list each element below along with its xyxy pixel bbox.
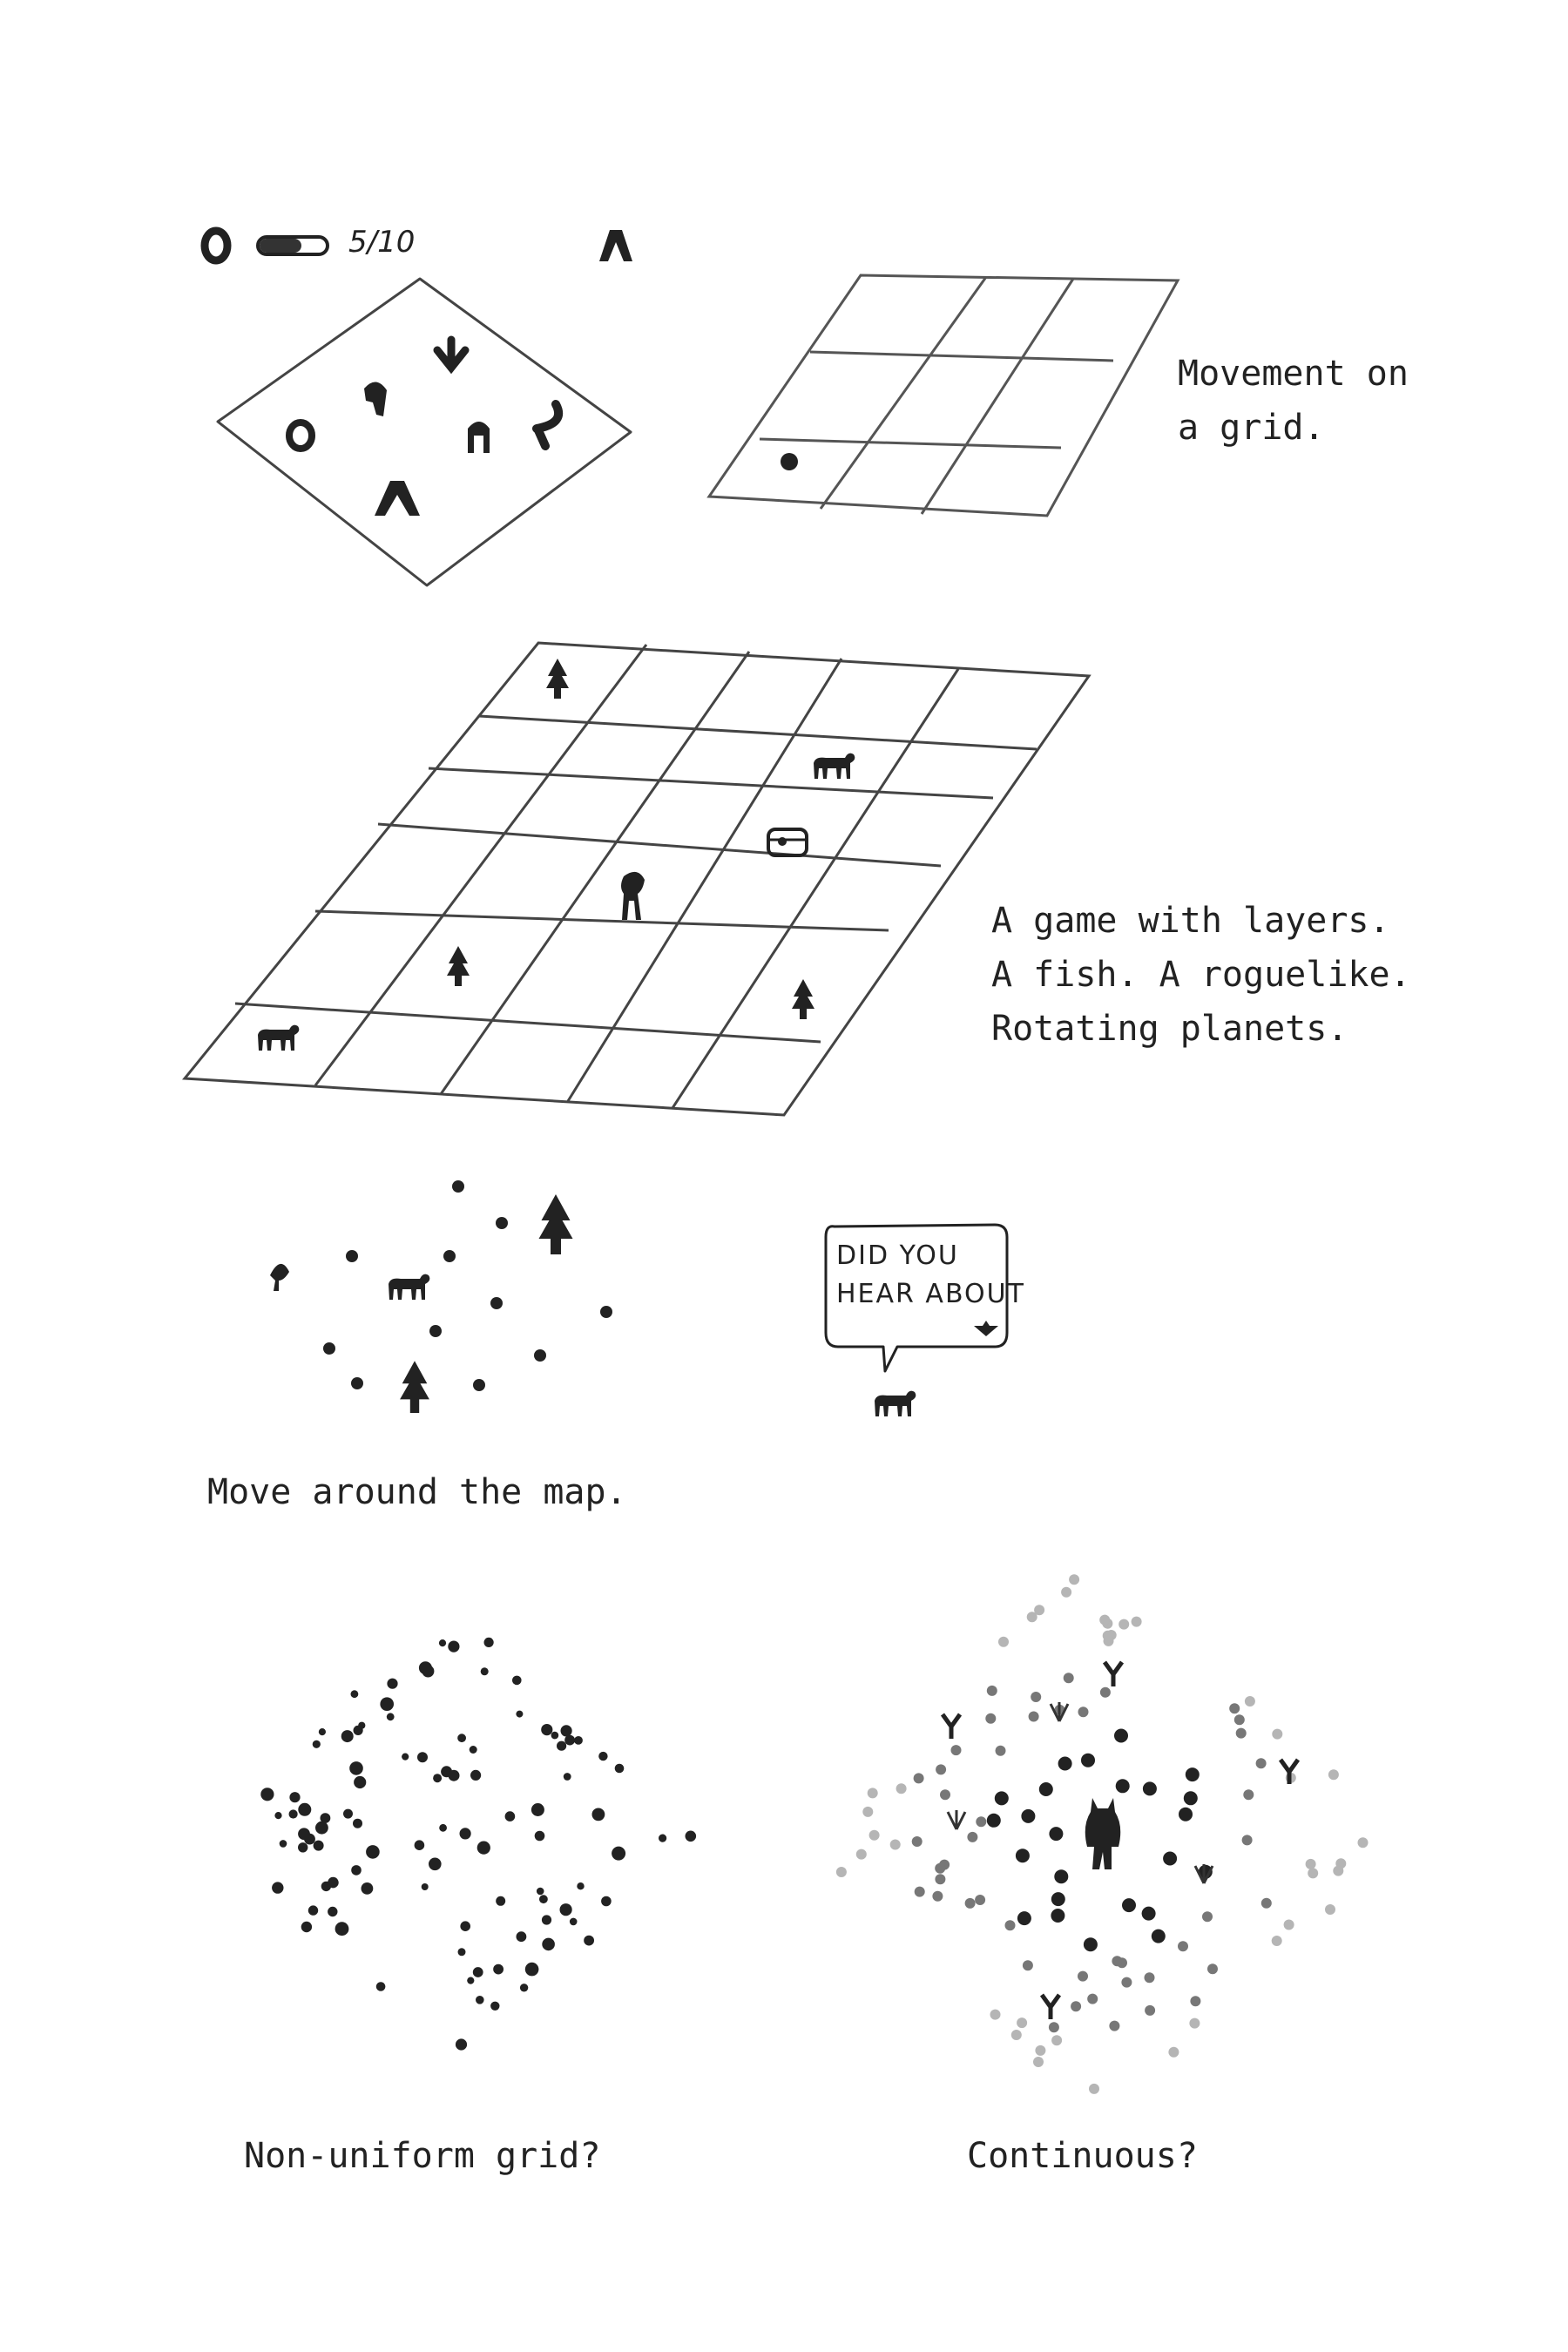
grid-dot bbox=[564, 1735, 575, 1746]
dog-icon bbox=[389, 1274, 429, 1300]
field-dot bbox=[1284, 1920, 1294, 1930]
grid-dot bbox=[335, 1922, 349, 1936]
grid-dot bbox=[517, 1931, 527, 1942]
grid-dot bbox=[601, 1896, 612, 1907]
grid-dot bbox=[354, 1776, 366, 1788]
grid-dot bbox=[272, 1882, 283, 1893]
grid-dot bbox=[551, 1732, 559, 1740]
grid-dot bbox=[458, 1948, 466, 1956]
grid-dot bbox=[439, 1824, 447, 1832]
grid-dot bbox=[539, 1895, 548, 1903]
grid-dot bbox=[584, 1936, 594, 1946]
field-dot bbox=[951, 1745, 962, 1755]
grid-dot bbox=[456, 2038, 467, 2050]
grid-dot bbox=[417, 1752, 428, 1762]
grid-dot bbox=[298, 1828, 310, 1840]
field-dot bbox=[912, 1836, 923, 1847]
field-dot bbox=[1027, 1612, 1037, 1622]
field-dot bbox=[1119, 1619, 1129, 1630]
field-dot bbox=[1051, 1892, 1065, 1906]
sprout-icon bbox=[1042, 1995, 1059, 2019]
field-dot bbox=[1049, 2022, 1059, 2032]
tree-icon bbox=[539, 1194, 573, 1254]
field-dot bbox=[1058, 1757, 1072, 1771]
grid-dot bbox=[422, 1883, 429, 1890]
field-dot bbox=[856, 1849, 867, 1860]
grid-dot bbox=[460, 1828, 471, 1839]
field-dot bbox=[1234, 1714, 1245, 1725]
grid-dot bbox=[341, 1730, 354, 1742]
arrow-down-icon bbox=[437, 340, 465, 368]
arch-icon bbox=[599, 230, 632, 261]
field-dot bbox=[1061, 1587, 1071, 1598]
field-dot bbox=[1054, 1869, 1068, 1883]
field-dot bbox=[1333, 1866, 1343, 1876]
hook-icon bbox=[537, 404, 558, 446]
grid-dot bbox=[520, 1984, 528, 1991]
field-dot bbox=[1325, 1904, 1335, 1915]
field-dot bbox=[1229, 1703, 1240, 1713]
non-uniform-dots bbox=[260, 1638, 696, 2051]
field-dot bbox=[935, 1874, 945, 1884]
field-dot bbox=[998, 1637, 1009, 1647]
grid-dot bbox=[531, 1803, 544, 1816]
grid-dot bbox=[298, 1842, 308, 1852]
field-dot bbox=[975, 1895, 985, 1905]
field-dot bbox=[915, 1887, 925, 1897]
grass-icon bbox=[1051, 1702, 1068, 1721]
field-dot bbox=[940, 1789, 950, 1800]
field-dot bbox=[1017, 2017, 1027, 2028]
grid-dot bbox=[343, 1809, 353, 1819]
speech-bubble-text bbox=[836, 1237, 1025, 1314]
dog-icon bbox=[258, 1025, 299, 1051]
grid-caption-line2: a grid. bbox=[1178, 408, 1325, 448]
sprout-icon bbox=[943, 1714, 960, 1739]
grid-dot bbox=[598, 1752, 607, 1761]
grid-dot bbox=[535, 1831, 545, 1842]
grid-dot bbox=[260, 1788, 274, 1801]
field-dot bbox=[1100, 1687, 1111, 1698]
grid-dot bbox=[439, 1639, 446, 1646]
grid-dot bbox=[477, 1842, 490, 1855]
grid-dot bbox=[353, 1819, 362, 1828]
field-dot bbox=[1272, 1936, 1282, 1946]
field-dot bbox=[976, 1816, 986, 1827]
grid-dot bbox=[328, 1877, 339, 1889]
grid-dot bbox=[505, 1811, 516, 1821]
field-dot bbox=[1005, 1920, 1016, 1930]
dog-icon bbox=[814, 754, 855, 779]
grid-dot bbox=[470, 1770, 481, 1781]
field-dot bbox=[896, 1783, 907, 1794]
field-dot bbox=[1069, 1574, 1079, 1585]
ring-icon bbox=[205, 231, 227, 260]
grid-dot bbox=[328, 1907, 337, 1916]
grid-dot bbox=[349, 1761, 363, 1775]
grid-dot bbox=[448, 1641, 459, 1652]
field-dot bbox=[1029, 1712, 1039, 1722]
field-dot bbox=[987, 1814, 1001, 1828]
field-dot bbox=[1039, 1782, 1053, 1796]
field-dot bbox=[965, 1898, 976, 1909]
field-dot bbox=[1202, 1911, 1213, 1922]
field-dot bbox=[1142, 1907, 1156, 1921]
tree-icon bbox=[792, 979, 814, 1019]
grid-dot bbox=[298, 1803, 311, 1816]
grid-dot bbox=[512, 1676, 522, 1686]
field-dot bbox=[1328, 1769, 1339, 1780]
fish-icon bbox=[270, 1264, 289, 1291]
hud bbox=[205, 230, 632, 261]
capsule-icon bbox=[258, 237, 328, 254]
grid-dot bbox=[496, 1896, 505, 1906]
field-dot bbox=[1207, 1963, 1218, 1974]
grid-dot bbox=[387, 1679, 397, 1689]
arch-icon bbox=[468, 422, 490, 453]
field-dot bbox=[1189, 2018, 1200, 2029]
grid-dot bbox=[433, 1774, 442, 1782]
grid-dot bbox=[686, 1831, 697, 1842]
grid-dot bbox=[457, 1734, 466, 1742]
field-dot bbox=[1023, 1960, 1033, 1970]
layers-caption bbox=[991, 894, 1411, 1056]
figure-icon bbox=[621, 872, 645, 920]
field-dot bbox=[1122, 1898, 1136, 1912]
grid-dot bbox=[376, 1982, 386, 1991]
field-dot bbox=[1184, 1791, 1198, 1805]
grid-dot bbox=[280, 1840, 287, 1848]
grid-dot bbox=[308, 1905, 318, 1915]
field-dot bbox=[967, 1832, 977, 1842]
grid-dot bbox=[380, 1697, 394, 1711]
field-dot bbox=[1236, 1728, 1247, 1739]
grid-dot bbox=[319, 1728, 326, 1735]
non-uniform-caption: Non-uniform grid? bbox=[244, 2136, 601, 2176]
continuous-caption: Continuous? bbox=[967, 2136, 1198, 2176]
small-grid bbox=[709, 275, 1178, 516]
field-dot bbox=[1049, 1827, 1063, 1841]
grid-dot bbox=[351, 1690, 359, 1698]
field-dot bbox=[1306, 1859, 1316, 1869]
field-dot bbox=[1089, 2084, 1099, 2094]
layers-caption-line2: A fish. A roguelike. bbox=[991, 955, 1411, 995]
field-dot bbox=[1242, 1835, 1253, 1845]
field-dot bbox=[1190, 1996, 1200, 2006]
grid-dot bbox=[557, 1741, 566, 1751]
field-dot bbox=[987, 1686, 997, 1696]
grid-caption bbox=[1178, 347, 1409, 455]
grid-dot bbox=[481, 1667, 489, 1675]
field-dot bbox=[985, 1713, 996, 1724]
field-dot bbox=[1245, 1696, 1255, 1707]
grid-dot bbox=[351, 1865, 362, 1876]
grid-dot bbox=[560, 1903, 572, 1916]
field-dot bbox=[1087, 1994, 1098, 2004]
grid-dot bbox=[449, 1770, 460, 1781]
field-dot bbox=[1011, 2030, 1022, 2040]
tree-icon bbox=[546, 659, 569, 699]
grid-dot bbox=[476, 1996, 484, 2004]
grid-dot bbox=[289, 1809, 298, 1818]
grid-dot bbox=[541, 1724, 552, 1735]
field-dot bbox=[995, 1791, 1009, 1805]
field-dot bbox=[868, 1788, 878, 1798]
field-dot bbox=[1145, 2005, 1155, 2016]
grid-dot bbox=[419, 1661, 432, 1674]
grid-dot bbox=[612, 1847, 625, 1861]
grid-dot bbox=[429, 1858, 442, 1871]
grid-dot bbox=[659, 1835, 666, 1842]
speech-line2: HEAR ABOUT bbox=[836, 1279, 1025, 1309]
grid-dot bbox=[525, 1963, 539, 1977]
grid-dot bbox=[574, 1736, 583, 1745]
field-dot bbox=[1114, 1729, 1128, 1743]
field-dot bbox=[1186, 1767, 1200, 1781]
diamond-board bbox=[218, 279, 631, 585]
field-dot bbox=[1035, 2045, 1045, 2056]
field-dot bbox=[1099, 1615, 1110, 1625]
field-dot bbox=[1272, 1729, 1282, 1740]
player-marker bbox=[781, 453, 798, 470]
grid-dot bbox=[315, 1821, 328, 1835]
grid-dot bbox=[314, 1841, 324, 1851]
dog-icon bbox=[875, 1391, 916, 1416]
field-dot bbox=[1078, 1971, 1088, 1982]
field-dot bbox=[890, 1840, 901, 1850]
field-dot bbox=[836, 1867, 847, 1877]
grid-dot bbox=[493, 1964, 504, 1975]
grid-dot bbox=[615, 1764, 625, 1774]
field-dot bbox=[1308, 1868, 1318, 1878]
field-dot bbox=[932, 1891, 943, 1902]
arch-icon bbox=[375, 481, 420, 516]
grid-dot bbox=[301, 1922, 312, 1932]
grid-dot bbox=[577, 1882, 584, 1889]
field-dot bbox=[1078, 1707, 1089, 1717]
field-dot bbox=[1016, 1848, 1030, 1862]
field-dot bbox=[990, 2010, 1001, 2020]
field-dot bbox=[1051, 2035, 1062, 2045]
field-dot bbox=[1017, 1911, 1031, 1925]
figure-icon bbox=[1085, 1798, 1121, 1869]
chest-icon bbox=[768, 829, 807, 855]
grid-dot bbox=[564, 1773, 571, 1781]
field-dot bbox=[935, 1863, 945, 1874]
field-dot bbox=[1145, 1972, 1155, 1983]
field-dot bbox=[1143, 1781, 1157, 1795]
grid-dot bbox=[402, 1754, 409, 1761]
field-dot bbox=[1116, 1779, 1130, 1793]
field-dot bbox=[1031, 1692, 1041, 1702]
grid-dot bbox=[467, 1977, 474, 1984]
field-dot bbox=[1081, 1754, 1095, 1767]
grid-dot bbox=[592, 1808, 605, 1821]
grid-dot bbox=[542, 1915, 551, 1924]
tree-icon bbox=[400, 1361, 429, 1413]
grid-dot bbox=[362, 1882, 374, 1895]
field-dot bbox=[1261, 1898, 1272, 1909]
hud-counter: 5/10 bbox=[348, 225, 416, 260]
field-dot bbox=[1109, 2021, 1119, 2031]
field-dot bbox=[1243, 1789, 1254, 1800]
grid-dot bbox=[490, 2002, 499, 2011]
map-scatter bbox=[323, 1180, 612, 1391]
map-caption: Move around the map. bbox=[207, 1472, 627, 1512]
ring-icon bbox=[289, 422, 312, 449]
grid-dot bbox=[366, 1845, 380, 1859]
field-dot bbox=[1121, 1977, 1132, 1988]
grid-dot bbox=[289, 1792, 300, 1802]
grid-dot bbox=[561, 1725, 572, 1736]
field-dot bbox=[1021, 1809, 1035, 1823]
grid-dot bbox=[460, 1921, 470, 1931]
field-dot bbox=[914, 1773, 924, 1783]
grid-dot bbox=[484, 1638, 494, 1647]
grid-dot bbox=[313, 1740, 321, 1748]
grid-dot bbox=[415, 1840, 425, 1850]
field-dot bbox=[1178, 1941, 1188, 1951]
field-dot bbox=[996, 1746, 1006, 1756]
layers-caption-line1: A game with layers. bbox=[991, 901, 1390, 941]
field-dot bbox=[936, 1764, 946, 1774]
field-dot bbox=[1051, 1909, 1064, 1923]
field-dot bbox=[1033, 2057, 1044, 2067]
field-dot bbox=[1168, 2047, 1179, 2058]
field-dot bbox=[1132, 1617, 1142, 1627]
field-dot bbox=[1179, 1808, 1193, 1821]
layers-caption-line3: Rotating planets. bbox=[991, 1009, 1348, 1049]
field-dot bbox=[1112, 1956, 1122, 1966]
speech-line1: DID YOU bbox=[836, 1240, 959, 1271]
grass-icon bbox=[948, 1810, 965, 1829]
tree-icon bbox=[447, 946, 470, 986]
field-dot bbox=[1256, 1758, 1267, 1768]
field-dot bbox=[1084, 1937, 1098, 1951]
field-dot bbox=[1152, 1930, 1166, 1943]
pawn-icon bbox=[364, 382, 387, 416]
grid-dot bbox=[354, 1726, 363, 1735]
field-dot bbox=[862, 1807, 873, 1817]
grid-dot bbox=[570, 1918, 578, 1926]
field-dot bbox=[1163, 1852, 1177, 1866]
sprout-icon bbox=[1105, 1662, 1122, 1686]
field-dot bbox=[1103, 1631, 1113, 1641]
field-dot bbox=[1064, 1673, 1074, 1683]
field-dot bbox=[1071, 2001, 1081, 2011]
field-dot bbox=[869, 1830, 880, 1841]
grid-dot bbox=[516, 1711, 523, 1718]
field-dot bbox=[1358, 1837, 1369, 1848]
grid-caption-line1: Movement on bbox=[1178, 354, 1409, 394]
grid-dot bbox=[542, 1938, 555, 1951]
grid-dot bbox=[473, 1967, 483, 1977]
grid-dot bbox=[537, 1888, 544, 1896]
grid-dot bbox=[470, 1746, 477, 1754]
grid-dot bbox=[274, 1812, 281, 1819]
grid-dot bbox=[387, 1713, 395, 1720]
continuous-field bbox=[836, 1574, 1369, 2094]
